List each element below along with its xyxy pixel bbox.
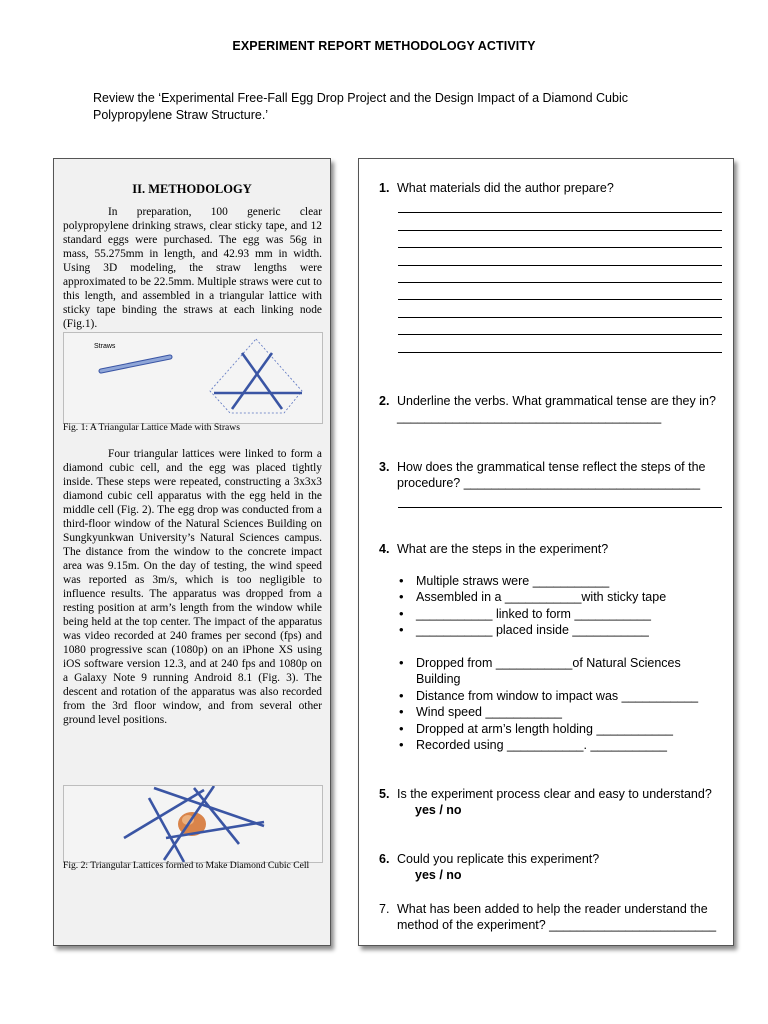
methodology-paragraph-1: In preparation, 100 generic clear polypropylene drinking straws, clear sticky tape, and 12 standard eggs were purchased. The egg was 56g in mass, 55.275mm in length, and 42.93 mm in width. Using 3D modeling, the straw lengths were approximated to be 22.5mm. Multiple straws were cut to this length, and assembled in a triangular lattice with sticky tape binding the straws at each linking node (Fig.1). <box>63 206 322 330</box>
page-title: EXPERIMENT REPORT METHODOLOGY ACTIVITY <box>232 39 536 53</box>
questions-panel: 1. What materials did the author prepare? 2. Underline the verbs. What grammatical tense are they in? ______________________________________ 3. How does the grammatical tense reflect the steps of the procedure? __________________________________ 4. What are the steps in the experiment? • Multiple straws were ___________ • Assembled in a ___________with sticky tape • ___________ linked to form ___________ • ___________ placed inside ___________ • Dropped from ___________of Natural Sciences Building • Distance from window to impact was ___________ • Wind speed ___________ • Dropped at arm’s length holding ___________ • Recorded using ___________. ___________ 5. Is the experiment process clear and easy to understand? yes / no 6. Could you replicate this experiment? yes / no 7. What has been added to help the reader understand the method of the experiment? ________________________ <box>358 158 734 946</box>
list-item: • Distance from window to impact was ___________ <box>397 688 727 704</box>
yes-no-option-q6[interactable]: yes / no <box>415 868 462 882</box>
methodology-panel <box>53 158 331 946</box>
answer-lines-q1[interactable] <box>398 196 722 353</box>
list-item: • Multiple straws were ___________ <box>397 573 727 589</box>
steps-list-1 <box>397 573 727 639</box>
diamond-cubic-lattice-illustration <box>64 786 322 862</box>
figure-2 <box>63 785 323 863</box>
list-item: • ___________ placed inside ___________ <box>397 622 727 638</box>
figure-1 <box>63 332 323 424</box>
list-item: • Wind speed ___________ <box>397 704 727 720</box>
methodology-paragraph-2: Four triangular lattices were linked to form a diamond cubic cell, and the egg was placed tightly inside. These steps were repeated, constructing a 3x3x3 diamond cubic cell apparatus with the egg held in the middle cell (Fig. 2). The egg drop was conducted from a third-floor window of the Natural Sciences Building on Sungkyunkwan University’s Natural Sciences campus. The distance from the window to the concrete impact area was 9.15m. On the day of testing, the wind speed was reported as 3m/s, which is too negligible to influence results. The apparatus was dropped from a resting position at arm’s length from the window while being held at the top center. The impact of the apparatus was video recorded at 240 frames per second (fps) and 1080 progressive scan (1080p) on an iPhone XS using iOS software version 12.3, and at 240 fps and 1080p on a Galaxy Note 9 running Android 8.1 (Fig. 3). The descent and rotation of the apparatus was also recorded from the 3rd floor window, and from several other ground level positions. <box>63 448 322 726</box>
list-item: • Dropped from ___________of Natural Sciences Building <box>397 655 727 688</box>
yes-no-option-q5[interactable]: yes / no <box>415 803 462 817</box>
list-item: • Recorded using ___________. ___________ <box>397 737 727 753</box>
steps-list-2 <box>397 655 727 753</box>
straws-label: Straws <box>94 343 116 350</box>
figure-2-caption: Fig. 2: Triangular Lattices formed to Make Diamond Cubic Cell <box>63 860 310 871</box>
list-item: • ___________ linked to form ___________ <box>397 606 727 622</box>
methodology-heading: II. METHODOLOGY <box>132 182 252 196</box>
intro-text: Review the ‘Experimental Free-Fall Egg Drop Project and the Design Impact of a Diamond Cubic Polypropylene Straw Structure.’ <box>93 91 628 122</box>
answer-lines-q3[interactable] <box>398 491 722 508</box>
list-item: • Dropped at arm’s length holding ___________ <box>397 721 727 737</box>
list-item: • Assembled in a ___________with sticky tape <box>397 589 727 605</box>
figure-1-caption: Fig. 1: A Triangular Lattice Made with Straws <box>63 422 240 433</box>
